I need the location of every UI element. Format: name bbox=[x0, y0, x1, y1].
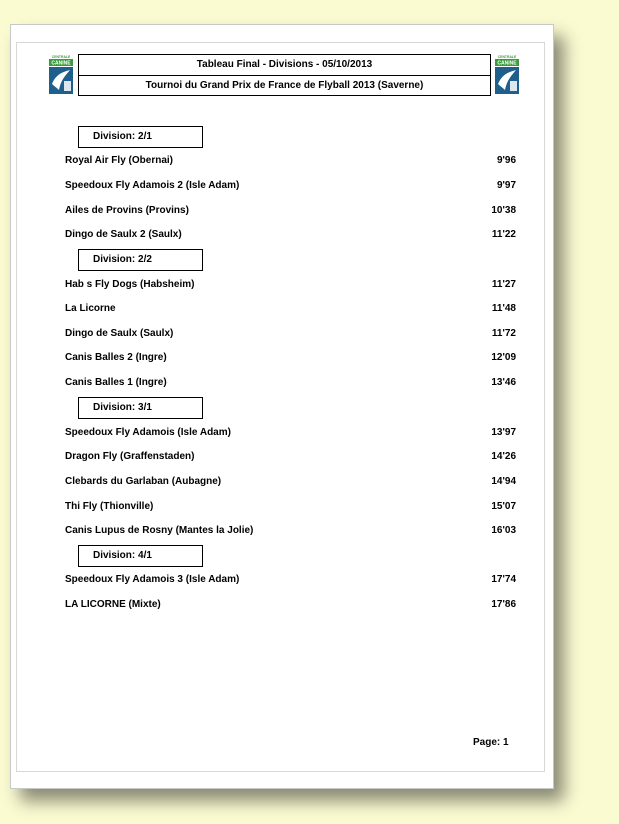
team-time: 11'27 bbox=[491, 279, 516, 290]
team-name: Dingo de Saulx 2 (Saulx) bbox=[65, 229, 182, 240]
team-row bbox=[65, 475, 516, 489]
logo-text-top: CENTRALE bbox=[497, 55, 517, 59]
team-row bbox=[65, 376, 516, 390]
team-name: Ailes de Provins (Provins) bbox=[65, 205, 189, 216]
team-row bbox=[65, 228, 516, 242]
document-page bbox=[10, 24, 554, 789]
team-name: Hab s Fly Dogs (Habsheim) bbox=[65, 279, 195, 290]
team-row bbox=[65, 450, 516, 464]
report-title: Tableau Final - Divisions - 05/10/2013 bbox=[79, 55, 490, 76]
team-row bbox=[65, 524, 516, 538]
centrale-canine-logo-right bbox=[495, 54, 519, 94]
team-row bbox=[65, 426, 516, 440]
team-time: 11'72 bbox=[491, 328, 516, 339]
team-time: 17'74 bbox=[491, 574, 516, 585]
team-row bbox=[65, 204, 516, 218]
team-time: 17'86 bbox=[491, 599, 516, 610]
division-label: Division: 2/2 bbox=[78, 249, 203, 271]
team-name: Speedoux Fly Adamois 2 (Isle Adam) bbox=[65, 180, 240, 191]
team-time: 11'22 bbox=[491, 229, 516, 240]
team-time: 13'46 bbox=[491, 377, 516, 388]
team-time: 9'97 bbox=[496, 180, 516, 191]
team-name: Dingo de Saulx (Saulx) bbox=[65, 328, 174, 339]
team-name: Canis Balles 1 (Ingre) bbox=[65, 377, 167, 388]
team-name: Thi Fly (Thionville) bbox=[65, 501, 154, 512]
team-time: 10'38 bbox=[491, 205, 516, 216]
team-row bbox=[65, 598, 516, 612]
team-name: LA LICORNE (Mixte) bbox=[65, 599, 161, 610]
team-name: Dragon Fly (Graffenstaden) bbox=[65, 451, 195, 462]
team-row bbox=[65, 351, 516, 365]
team-name: Canis Balles 2 (Ingre) bbox=[65, 352, 167, 363]
team-name: La Licorne bbox=[65, 303, 116, 314]
team-time: 13'97 bbox=[491, 427, 516, 438]
division-label: Division: 4/1 bbox=[78, 545, 203, 567]
centrale-canine-logo-left bbox=[49, 54, 73, 94]
team-time: 14'26 bbox=[491, 451, 516, 462]
page-number: Page: 1 bbox=[473, 737, 509, 748]
team-row bbox=[65, 302, 516, 316]
team-row bbox=[65, 573, 516, 587]
team-name: Canis Lupus de Rosny (Mantes la Jolie) bbox=[65, 525, 254, 536]
team-time: 9'96 bbox=[496, 155, 516, 166]
team-name: Speedoux Fly Adamois 3 (Isle Adam) bbox=[65, 574, 240, 585]
team-row bbox=[65, 327, 516, 341]
team-name: Royal Air Fly (Obernai) bbox=[65, 155, 173, 166]
logo-text-main: CANINE bbox=[51, 60, 71, 67]
team-name: Speedoux Fly Adamois (Isle Adam) bbox=[65, 427, 231, 438]
team-row bbox=[65, 278, 516, 292]
logo-text-top: CENTRALE bbox=[51, 55, 71, 59]
team-name: Clebards du Garlaban (Aubagne) bbox=[65, 476, 222, 487]
team-time: 14'94 bbox=[491, 476, 516, 487]
report-header bbox=[78, 54, 491, 96]
team-time: 16'03 bbox=[491, 525, 516, 536]
division-label: Division: 2/1 bbox=[78, 126, 203, 148]
team-time: 12'09 bbox=[491, 352, 516, 363]
team-row bbox=[65, 179, 516, 193]
logo-text-main: CANINE bbox=[497, 60, 517, 67]
division-label: Division: 3/1 bbox=[78, 397, 203, 419]
team-time: 11'48 bbox=[491, 303, 516, 314]
report-subtitle: Tournoi du Grand Prix de France de Flyball 2013 (Saverne) bbox=[145, 80, 424, 91]
team-row bbox=[65, 500, 516, 514]
team-time: 15'07 bbox=[491, 501, 516, 512]
team-row bbox=[65, 154, 516, 168]
